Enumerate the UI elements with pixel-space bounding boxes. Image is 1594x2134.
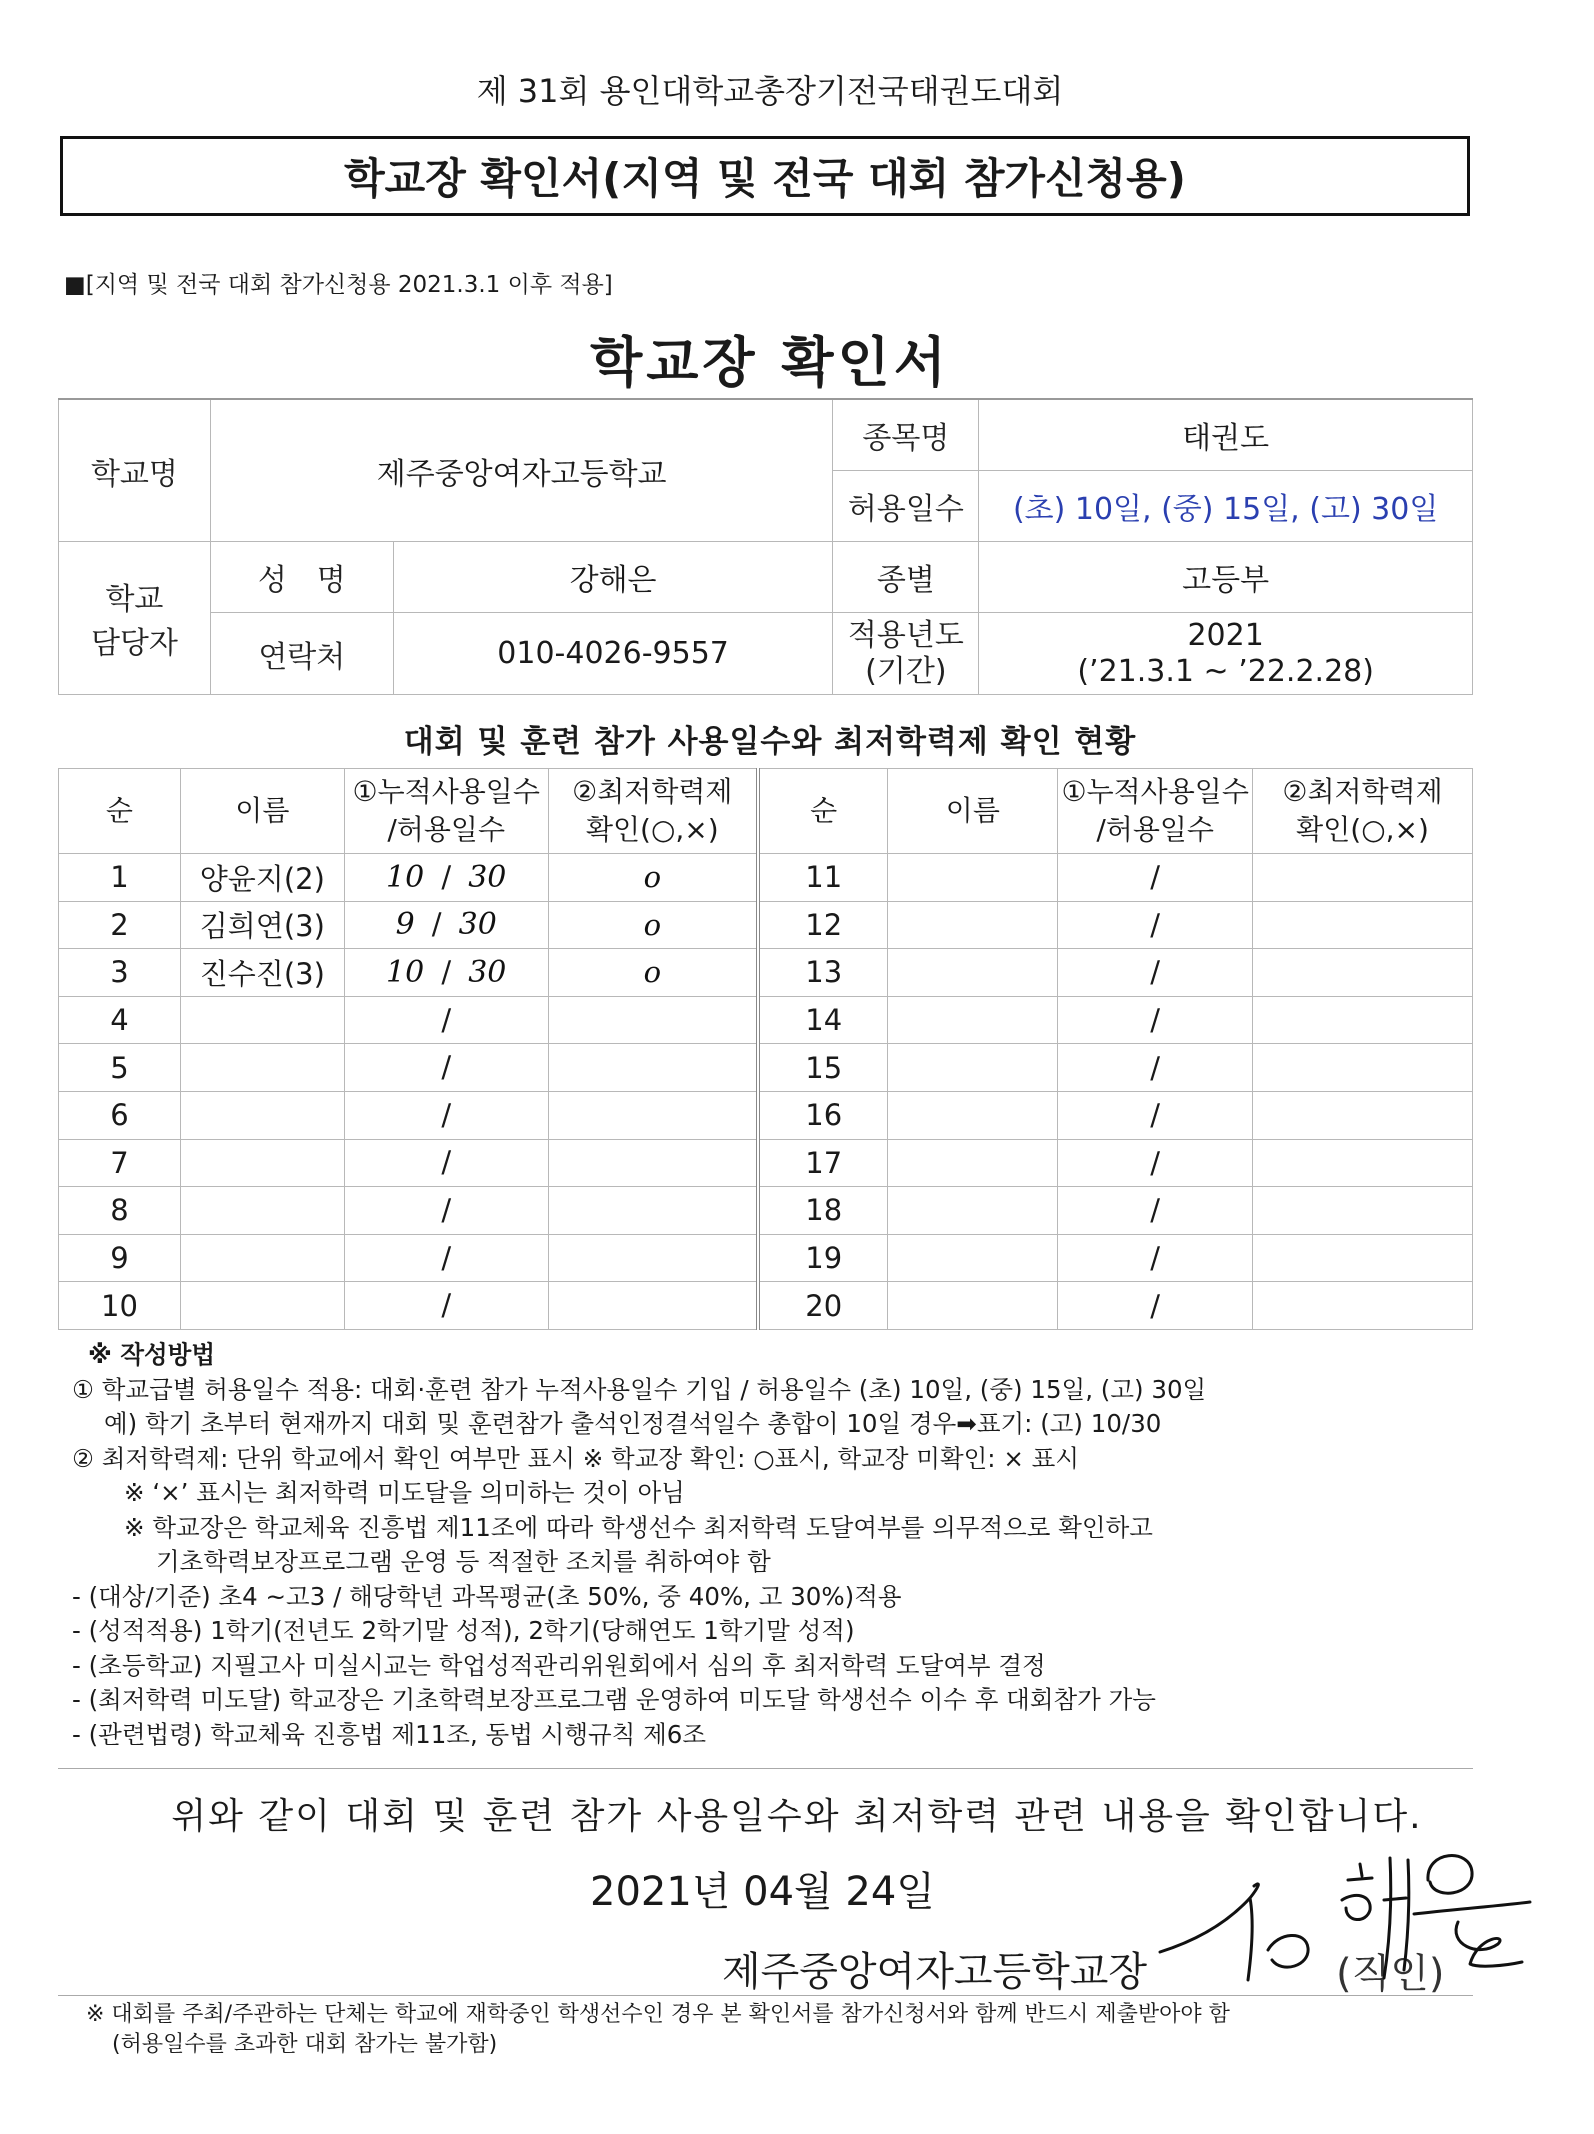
method-line: - (성적적용) 1학기(전년도 2학기말 성적), 2학기(당해연도 1학기말 성적)	[72, 1616, 855, 1645]
row-number: 17	[758, 1139, 888, 1187]
row-number: 6	[59, 1091, 181, 1139]
athlete-name: 양윤지(2)	[180, 854, 344, 902]
slash: /	[441, 1097, 452, 1132]
athlete-name	[180, 1044, 344, 1092]
used-allowed-days: /	[1058, 901, 1253, 949]
period-label-line2: (기간)	[865, 653, 947, 689]
athlete-name	[888, 1044, 1058, 1092]
used-allowed-days	[344, 949, 548, 997]
athlete-name	[180, 1187, 344, 1235]
sport-value: 태권도	[979, 399, 1473, 471]
used-days: 10	[386, 859, 425, 895]
allowed-days: 30	[468, 859, 507, 895]
row-number: 3	[59, 949, 181, 997]
athlete-roster-table	[58, 768, 1473, 1330]
used-allowed-days: /	[1058, 1091, 1253, 1139]
slash: /	[431, 907, 442, 942]
table-row	[59, 854, 1473, 902]
period-label-line1: 적용년도	[847, 617, 964, 653]
col-days-line2: /허용일수	[1096, 813, 1214, 846]
sport-label: 종목명	[833, 399, 979, 471]
row-number: 4	[59, 996, 181, 1044]
row-number: 19	[758, 1234, 888, 1282]
min-achievement-check	[1253, 949, 1473, 997]
row-number: 15	[758, 1044, 888, 1092]
row-number: 2	[59, 901, 181, 949]
footnote-line1: ※ 대회를 주최/주관하는 단체는 학교에 재학중인 학생선수인 경우 본 확인서를 참가신청서와 함께 반드시 제출받아야 함	[86, 2002, 1230, 2027]
used-allowed-days: /	[1058, 1234, 1253, 1282]
athlete-name	[888, 949, 1058, 997]
slash: /	[441, 859, 452, 894]
col-days-line2: /허용일수	[387, 813, 506, 846]
row-number: 13	[758, 949, 888, 997]
min-achievement-check	[1253, 1234, 1473, 1282]
slash: /	[441, 1002, 452, 1037]
category-value: 고등부	[979, 542, 1473, 613]
athlete-name	[888, 996, 1058, 1044]
col-min	[548, 769, 758, 854]
min-achievement-check	[1253, 1139, 1473, 1187]
method-line: 예) 학기 초부터 현재까지 대회 및 훈련참가 출석인정결석일수 총합이 10일 경우➡표기: (고) 10/30	[104, 1409, 1162, 1438]
allowed-days-label: 허용일수	[833, 471, 979, 542]
method-line: 기초학력보장프로그램 운영 등 적절한 조치를 취하여야 함	[156, 1547, 771, 1576]
writing-method	[72, 1338, 1472, 1752]
method-line: ※ 학교장은 학교체육 진흥법 제11조에 따라 학생선수 최저학력 도달여부를 의무적으로 확인하고	[124, 1512, 1153, 1542]
col-min-line2: 확인(○,×)	[585, 813, 719, 846]
col-days	[344, 769, 548, 854]
min-achievement-check	[1253, 854, 1473, 902]
applicable-year: 2021	[1187, 617, 1264, 653]
col-name: 이름	[180, 769, 344, 854]
manager-name-label: 성 명	[210, 542, 393, 613]
row-number: 20	[758, 1282, 888, 1330]
event-title: 제 31회 용인대학교총장기전국태권도대회	[476, 72, 1064, 110]
table-row	[59, 901, 1473, 949]
used-allowed-days	[344, 854, 548, 902]
min-achievement-check	[1253, 1044, 1473, 1092]
used-allowed-days	[344, 1187, 548, 1235]
col-no: 순	[758, 769, 888, 854]
used-allowed-days	[344, 1044, 548, 1092]
school-name-value: 제주중앙여자고등학교	[210, 399, 833, 542]
athlete-name	[180, 1091, 344, 1139]
method-line: ② 최저학력제: 단위 학교에서 확인 여부만 표시 ※ 학교장 확인: ○표시, 학교장 미확인: × 표시	[72, 1443, 1079, 1473]
row-number: 10	[59, 1282, 181, 1330]
official-seal-text: (직인)	[1336, 1951, 1445, 1997]
document-title-box: 학교장 확인서(지역 및 전국 대회 참가신청용)	[60, 136, 1470, 216]
used-allowed-days	[344, 1091, 548, 1139]
min-achievement-check: o	[548, 949, 758, 997]
roster-heading: 대회 및 훈련 참가 사용일수와 최저학력제 확인 현황	[403, 724, 1137, 760]
used-allowed-days	[344, 996, 548, 1044]
used-allowed-days	[344, 1139, 548, 1187]
slash: /	[441, 1192, 452, 1227]
min-achievement-check	[1253, 1091, 1473, 1139]
method-line: - (대상/기준) 초4 ~고3 / 해당학년 과목평균(초 50%, 중 40%, 고 30%)적용	[72, 1581, 902, 1611]
min-achievement-check: o	[548, 854, 758, 902]
school-info-table	[58, 398, 1473, 695]
confirmation-statement: 위와 같이 대회 및 훈련 참가 사용일수와 최저학력 관련 내용을 확인합니다.	[171, 1796, 1423, 1837]
min-achievement-check: o	[548, 901, 758, 949]
row-number: 18	[758, 1187, 888, 1235]
athlete-name	[180, 996, 344, 1044]
col-days-line1: ①누적사용일수	[1061, 775, 1249, 808]
table-row	[59, 996, 1473, 1044]
slash: /	[441, 1240, 452, 1275]
athlete-name	[888, 901, 1058, 949]
used-allowed-days: /	[1058, 996, 1253, 1044]
athlete-name	[888, 1091, 1058, 1139]
row-number: 14	[758, 996, 888, 1044]
category-label: 종별	[833, 542, 979, 613]
row-number: 11	[758, 854, 888, 902]
used-allowed-days: /	[1058, 1187, 1253, 1235]
min-achievement-check	[548, 1282, 758, 1330]
application-notice: ■[지역 및 전국 대회 참가신청용 2021.3.1 이후 적용]	[64, 272, 613, 298]
athlete-name	[888, 1234, 1058, 1282]
divider	[58, 1995, 1473, 1996]
used-days: 10	[386, 954, 425, 990]
athlete-name	[888, 1187, 1058, 1235]
col-days	[1058, 769, 1253, 854]
athlete-name: 진수진(3)	[180, 949, 344, 997]
used-allowed-days: /	[1058, 949, 1253, 997]
slash: /	[441, 1288, 452, 1323]
used-allowed-days: /	[1058, 854, 1253, 902]
principal-title: 제주중앙여자고등학교장	[722, 1949, 1148, 1995]
athlete-name: 김희연(3)	[180, 901, 344, 949]
col-no: 순	[59, 769, 181, 854]
allowed-days: 30	[468, 954, 507, 990]
contact-label: 연락처	[210, 613, 393, 695]
athlete-name	[180, 1234, 344, 1282]
min-achievement-check	[1253, 901, 1473, 949]
used-allowed-days: /	[1058, 1282, 1253, 1330]
col-name: 이름	[888, 769, 1058, 854]
method-line: - (관련법령) 학교체육 진흥법 제11조, 동법 시행규칙 제6조	[72, 1719, 707, 1749]
used-allowed-days: /	[1058, 1139, 1253, 1187]
period-label	[833, 613, 979, 695]
min-achievement-check	[548, 1234, 758, 1282]
min-achievement-check	[548, 1187, 758, 1235]
row-number: 7	[59, 1139, 181, 1187]
used-allowed-days	[344, 1234, 548, 1282]
col-min	[1253, 769, 1473, 854]
table-row	[59, 1044, 1473, 1092]
manager-label	[59, 542, 211, 695]
table-row	[59, 949, 1473, 997]
slash: /	[441, 1145, 452, 1180]
used-allowed-days: /	[1058, 1044, 1253, 1092]
school-name-label: 학교명	[59, 399, 211, 542]
row-number: 9	[59, 1234, 181, 1282]
footnote	[86, 2000, 1230, 2060]
min-achievement-check	[1253, 1282, 1473, 1330]
slash: /	[441, 954, 452, 989]
manager-label-line1: 학교	[105, 582, 164, 617]
min-achievement-check	[548, 996, 758, 1044]
min-achievement-check	[548, 1139, 758, 1187]
col-min-line1: ②최저학력제	[1282, 775, 1443, 808]
issue-date: 2021년 04월 24일	[590, 1869, 935, 1915]
col-days-line1: ①누적사용일수	[352, 775, 540, 808]
athlete-name	[180, 1282, 344, 1330]
row-number: 1	[59, 854, 181, 902]
method-line: ① 학교급별 허용일수 적용: 대회·훈련 참가 누적사용일수 기입 / 허용일수 (초) 10일, (중) 15일, (고) 30일	[72, 1374, 1207, 1404]
table-row	[59, 1091, 1473, 1139]
allowed-days: 30	[458, 907, 497, 943]
allowed-days-value: (초) 10일, (중) 15일, (고) 30일	[979, 471, 1473, 542]
handwritten-signature	[1158, 1840, 1538, 1990]
method-line: - (최저학력 미도달) 학교장은 기초학력보장프로그램 운영하여 미도달 학생선수 이수 후 대회참가 가능	[72, 1685, 1156, 1714]
min-achievement-check	[1253, 996, 1473, 1044]
manager-name-value: 강해은	[393, 542, 833, 613]
athlete-name	[888, 854, 1058, 902]
table-row	[59, 1234, 1473, 1282]
table-row	[59, 1139, 1473, 1187]
col-min-line1: ②최저학력제	[572, 775, 733, 808]
method-line: - (초등학교) 지필고사 미실시교는 학업성적관리위원회에서 심의 후 최저학력 도달여부 결정	[72, 1650, 1046, 1680]
slash: /	[441, 1050, 452, 1085]
athlete-name	[888, 1139, 1058, 1187]
row-number: 12	[758, 901, 888, 949]
min-achievement-check	[548, 1044, 758, 1092]
row-number: 16	[758, 1091, 888, 1139]
divider	[58, 1768, 1473, 1769]
row-number: 8	[59, 1187, 181, 1235]
period-value	[979, 613, 1473, 695]
min-achievement-check	[1253, 1187, 1473, 1235]
col-min-line2: 확인(○,×)	[1296, 813, 1429, 846]
min-achievement-check	[548, 1091, 758, 1139]
method-title: ※ 작성방법	[88, 1340, 216, 1369]
used-allowed-days	[344, 1282, 548, 1330]
footnote-line2: (허용일수를 초과한 대회 참가는 불가함)	[112, 2032, 498, 2057]
used-allowed-days	[344, 901, 548, 949]
used-days: 9	[395, 907, 415, 943]
athlete-name	[180, 1139, 344, 1187]
applicable-period: (’21.3.1 ~ ’22.2.28)	[1077, 653, 1374, 689]
method-line: ※ ‘×’ 표시는 최저학력 미도달을 의미하는 것이 아님	[124, 1478, 685, 1507]
table-row	[59, 1282, 1473, 1330]
contact-value: 010-4026-9557	[393, 613, 833, 695]
table-row	[59, 1187, 1473, 1235]
athlete-name	[888, 1282, 1058, 1330]
main-title: 학교장 확인서	[590, 331, 950, 394]
manager-label-line2: 담당자	[90, 626, 178, 661]
row-number: 5	[59, 1044, 181, 1092]
